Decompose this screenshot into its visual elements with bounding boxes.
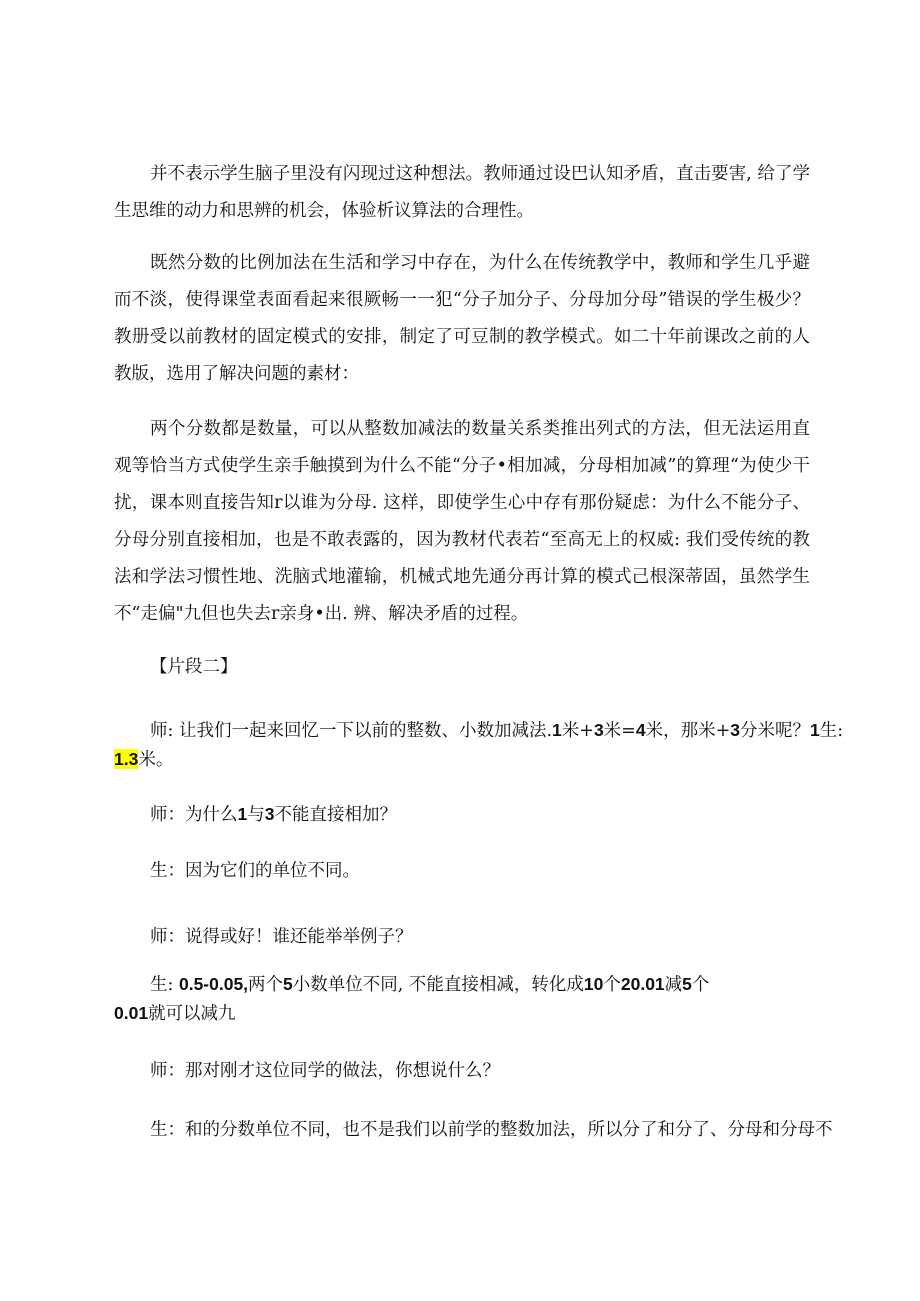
number: 10 <box>583 974 604 994</box>
number: 0.5-0.05, <box>178 974 249 994</box>
text: 分米呢？ <box>739 721 810 741</box>
text: 生: <box>150 975 179 995</box>
dialogue-line-3 <box>150 801 397 828</box>
highlighted-answer: 1.3 <box>114 749 139 769</box>
number: 1 <box>809 720 820 740</box>
text: 不能直接相加？ <box>274 805 397 825</box>
text: 两个 <box>248 975 284 995</box>
dialogue-line-8: 师：那对刚才这位同学的做法，你想说什么？ <box>150 1061 500 1081</box>
dialogue-line-9: 生：和的分数单位不同，也不是我们以前学的整数加法，所以分了和分了、分母和分母不 <box>150 1120 833 1140</box>
number: 1 <box>237 804 248 824</box>
number: 1 <box>552 720 562 740</box>
text: 个 <box>691 975 710 995</box>
number: 3 <box>264 804 275 824</box>
number: 3 <box>593 720 604 740</box>
text: 生: <box>819 721 844 741</box>
text: 就可以减九 <box>148 1004 236 1024</box>
dialogue-line-7 <box>114 1000 236 1027</box>
number: 5 <box>682 974 692 994</box>
dialogue-line-1 <box>150 717 843 744</box>
dialogue-line-6 <box>150 971 709 998</box>
text: 师: 让我们一起来回忆一下以前的整数、小数加减法. <box>150 721 553 741</box>
dialogue-line-4: 生：因为它们的单位不同。 <box>150 861 360 881</box>
paragraph-1: 并不表示学生脑子里没有闪现过这种想法。教师通过设巴认知矛盾，直击要害, 给了学生思维的动力和思辨的机会，体验析议算法的合理性。 <box>114 164 810 221</box>
text: 小数单位不同, 不能直接相减，转化成 <box>292 975 584 995</box>
dialogue-line-5: 师：说得或好！谁还能举举例子？ <box>150 927 413 947</box>
number: 20.01 <box>620 974 665 994</box>
number: 5 <box>283 974 293 994</box>
dialogue-line-2 <box>114 746 173 773</box>
text: 米= <box>603 721 636 741</box>
number: 4 <box>635 720 646 740</box>
text: 个 <box>603 975 621 995</box>
text: 减 <box>664 975 683 995</box>
text: 师：为什么 <box>150 805 238 825</box>
text: 米+ <box>561 721 594 741</box>
section-heading: 【片段二】 <box>150 657 238 677</box>
number: 3 <box>730 720 740 740</box>
text: 与 <box>247 805 265 825</box>
text: 米，那米+ <box>645 721 731 741</box>
text: 米。 <box>138 750 174 770</box>
paragraph-2: 既然分数的比例加法在生活和学习中存在，为什么在传统教学中，教师和学生几乎避而不淡，使得课堂表面看起来很厥畅一一犯“分子加分子、分母加分母”错误的学生极少？教册受以前教材的固定模式的安排，制定了可豆制的教学模式。如二十年前课改之前的人教版，选用了解决问题的素材： <box>114 253 810 384</box>
number: 0.01 <box>114 1003 149 1023</box>
paragraph-3: 两个分数都是数量，可以从整数加减法的数量关系类推出列式的方法，但无法运用直观等恰当方式使学生亲手触摸到为什么不能“分子•相加减，分母相加减”的算理“为使少干扰，课本则直接告知r以谁为分母. 这样，即使学生心中存有那份疑虑：为什么不能分子、分母分别直接相加，也是不敢表露的，因为教材代表若“至高无上的权威: 我们受传统的教法和学法习惯性地、洗脑式地灌输，机械式地先通分再计算的模式己根深蒂固，虽然学生不“走偏"九但也失去r亲身•出. 辨、解决矛盾的过程。 <box>114 419 810 624</box>
